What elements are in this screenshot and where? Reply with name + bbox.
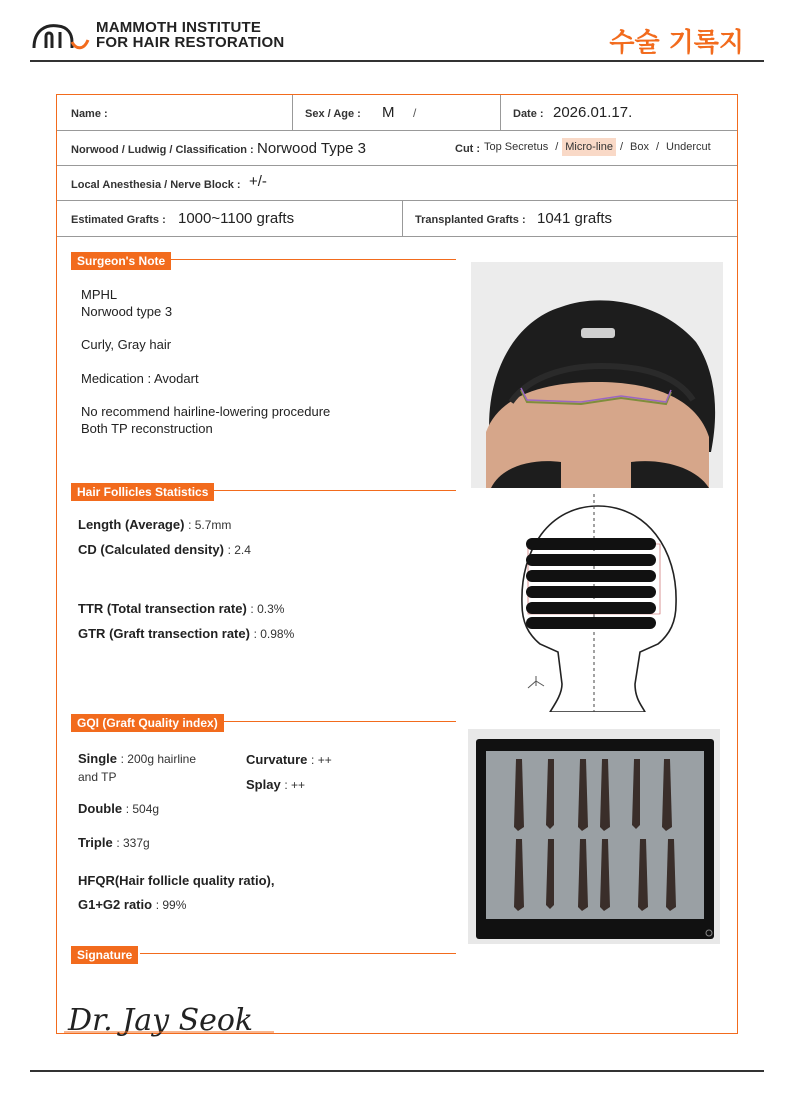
note-line-5: No recommend hairline-lowering procedure xyxy=(81,404,331,419)
cut-option-top-secretus[interactable]: Top Secretus xyxy=(484,141,549,153)
gqi-curvature: Curvature : ++ xyxy=(246,752,332,767)
cut-option-box[interactable]: Box xyxy=(630,141,649,153)
gqi-double: Double : 504g xyxy=(78,801,160,816)
cut-options: Top Secretus / Micro-line / Box / Undercut xyxy=(481,141,714,153)
hair-follicles-statistics-title: Hair Follicles Statistics xyxy=(71,483,214,501)
sex-value[interactable]: M xyxy=(382,104,395,121)
form-row-anesthesia xyxy=(57,166,737,201)
donor-area-diagram xyxy=(510,494,690,712)
note-line-1: MPHL xyxy=(81,287,118,302)
patient-head-photo xyxy=(471,262,723,488)
estimated-grafts-value[interactable]: 1000~1100 grafts xyxy=(178,210,295,227)
note-line-2: Norwood type 3 xyxy=(81,304,173,319)
header-rule xyxy=(30,60,764,62)
date-label: Date : xyxy=(513,108,544,120)
gqi-hfqr-ratio: G1+G2 ratio : 99% xyxy=(78,897,187,912)
gqi-hfqr-line1: HFQR(Hair follicle quality ratio), xyxy=(78,873,275,888)
cut-option-micro-line[interactable]: Micro-line xyxy=(562,138,616,156)
stat-length: Length (Average) : 5.7mm xyxy=(78,517,232,532)
classification-label: Norwood / Ludwig / Classification : xyxy=(71,144,254,156)
gqi-splay: Splay : ++ xyxy=(246,777,305,792)
form-row-classification xyxy=(57,131,737,166)
date-value[interactable]: 2026.01.17. xyxy=(553,104,633,121)
note-line-3: Curly, Gray hair xyxy=(81,337,172,352)
note-line-4: Medication : Avodart xyxy=(81,371,199,386)
estimated-grafts-label: Estimated Grafts : xyxy=(71,214,166,226)
document-title: 수술 기록지 xyxy=(609,28,744,58)
anesthesia-label: Local Anesthesia / Nerve Block : xyxy=(71,179,241,191)
svg-text:Dr. Jay Seok: Dr. Jay Seok xyxy=(68,1003,254,1038)
anesthesia-value[interactable]: +/- xyxy=(249,173,267,190)
page-header xyxy=(30,18,764,62)
stat-cd: CD (Calculated density) : 2.4 xyxy=(78,542,251,557)
signature-title: Signature xyxy=(71,946,138,964)
gqi-triple: Triple : 337g xyxy=(78,835,150,850)
surgeons-note-title: Surgeon's Note xyxy=(71,252,171,270)
gqi-single: Single : 200g hairline and TP xyxy=(78,751,197,784)
stat-gtr: GTR (Graft transection rate) : 0.98% xyxy=(78,626,295,641)
classification-value[interactable]: Norwood Type 3 xyxy=(257,140,366,157)
cut-option-undercut[interactable]: Undercut xyxy=(666,141,711,153)
stat-ttr: TTR (Total transection rate) : 0.3% xyxy=(78,601,285,616)
transplanted-grafts-value[interactable]: 1041 grafts xyxy=(537,210,613,227)
name-label: Name : xyxy=(71,108,108,120)
sex-age-label: Sex / Age : xyxy=(305,108,361,120)
logo-text: MAMMOTH INSTITUTE FOR HAIR RESTORATION xyxy=(96,19,285,51)
transplanted-grafts-label: Transplanted Grafts : xyxy=(415,214,526,226)
note-line-6: Both TP reconstruction xyxy=(81,421,213,436)
graft-microscope-photo xyxy=(468,729,720,944)
cut-label: Cut : xyxy=(455,143,481,155)
form-row-grafts xyxy=(57,201,737,237)
sex-age-separator: / xyxy=(413,106,417,120)
footer-rule xyxy=(30,1070,764,1072)
doctor-signature xyxy=(64,992,276,1048)
mammoth-logo-icon xyxy=(32,20,92,52)
gqi-title: GQI (Graft Quality index) xyxy=(71,714,224,732)
form-row-name xyxy=(57,95,737,131)
